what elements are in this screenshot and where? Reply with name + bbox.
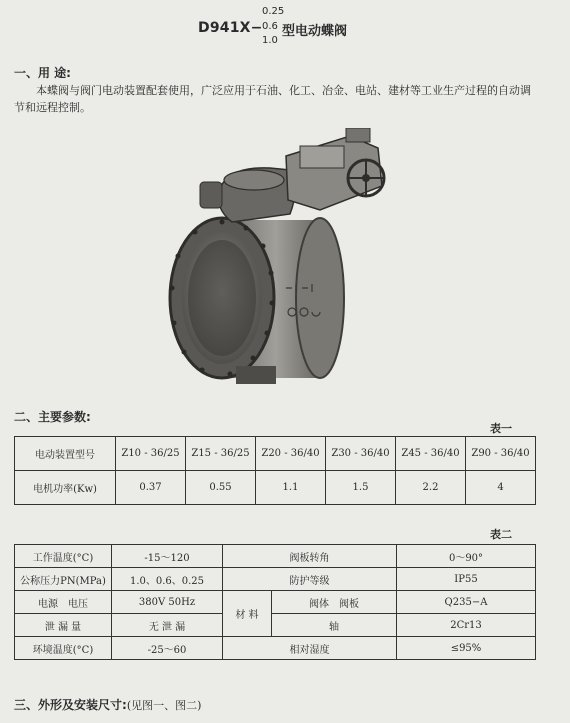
table-cell: 0.55 xyxy=(186,471,256,505)
table-cell: 相对湿度 xyxy=(223,637,397,660)
table-cell: 环境温度(°C) xyxy=(15,637,112,660)
table2 xyxy=(14,544,536,660)
pressure-top: 0.25 xyxy=(262,6,285,17)
table2-row xyxy=(15,545,536,568)
title-suffix: 型电动蝶阀 xyxy=(282,24,348,39)
section2-heading: 二、主要参数: xyxy=(14,410,91,424)
page-title xyxy=(0,6,570,46)
valve-photo xyxy=(150,128,410,390)
section3-heading: 三、外形及安装尺寸: xyxy=(14,698,127,712)
table-cell: 0～90° xyxy=(397,545,536,568)
table-cell: Z90 - 36/40 xyxy=(466,437,536,471)
section3-note: (见图一、图二) xyxy=(126,699,202,712)
table-cell: ≤95% xyxy=(397,637,536,660)
table1-header-row xyxy=(15,437,536,471)
table-cell: Z45 - 36/40 xyxy=(396,437,466,471)
table-cell: 2Cr13 xyxy=(397,614,536,637)
table-cell: 4 xyxy=(466,471,536,505)
table-cell: 公称压力PN(MPa) xyxy=(15,568,112,591)
table1-label: 表一 xyxy=(490,422,512,435)
section1-text: 本蝶阀与阀门电动装置配套使用，广泛应用于石油、化工、冶金、电站、建材等工业生产过程的自动调节和远程控制。 xyxy=(14,84,531,114)
table-cell: 防护等级 xyxy=(223,568,397,591)
table2-row xyxy=(15,568,536,591)
table-cell: 阀体 阀板 xyxy=(272,591,397,614)
pressure-mid: 0.6 xyxy=(262,21,278,32)
table-cell: Z20 - 36/40 xyxy=(256,437,326,471)
pressure-bottom: 1.0 xyxy=(262,35,278,46)
table-cell: 工作温度(°C) xyxy=(15,545,112,568)
table-cell: 1.5 xyxy=(326,471,396,505)
table-cell: -25～60 xyxy=(112,637,223,660)
table-cell: 0.37 xyxy=(116,471,186,505)
table-cell: 阀板转角 xyxy=(223,545,397,568)
table-cell: 2.2 xyxy=(396,471,466,505)
title-model: D941X− xyxy=(198,20,263,36)
section3-heading-line xyxy=(14,694,201,713)
table-cell: Z30 - 36/40 xyxy=(326,437,396,471)
table-cell: IP55 xyxy=(397,568,536,591)
section1-heading: 一、用 途: xyxy=(14,66,71,80)
table-cell: 材 料 xyxy=(223,591,272,637)
table-cell: 1.0、0.6、0.25 xyxy=(112,568,223,591)
table2-row xyxy=(15,637,536,660)
table-cell: 1.1 xyxy=(256,471,326,505)
table-cell: 380V 50Hz xyxy=(112,591,223,614)
table-cell: 电动装置型号 xyxy=(15,437,116,471)
table-cell: Z15 - 36/25 xyxy=(186,437,256,471)
table1 xyxy=(14,436,536,505)
table2-row xyxy=(15,614,536,637)
table-cell: Z10 - 36/25 xyxy=(116,437,186,471)
table-cell: Q235−A xyxy=(397,591,536,614)
table-cell: -15～120 xyxy=(112,545,223,568)
table2-row xyxy=(15,591,536,614)
table-cell: 轴 xyxy=(272,614,397,637)
table1-data-row xyxy=(15,471,536,505)
table2-label: 表二 xyxy=(490,528,512,541)
table-cell: 电源 电压 xyxy=(15,591,112,614)
table-cell: 电机功率(Kw) xyxy=(15,471,116,505)
table-cell: 无 泄 漏 xyxy=(112,614,223,637)
table-cell: 泄 漏 量 xyxy=(15,614,112,637)
